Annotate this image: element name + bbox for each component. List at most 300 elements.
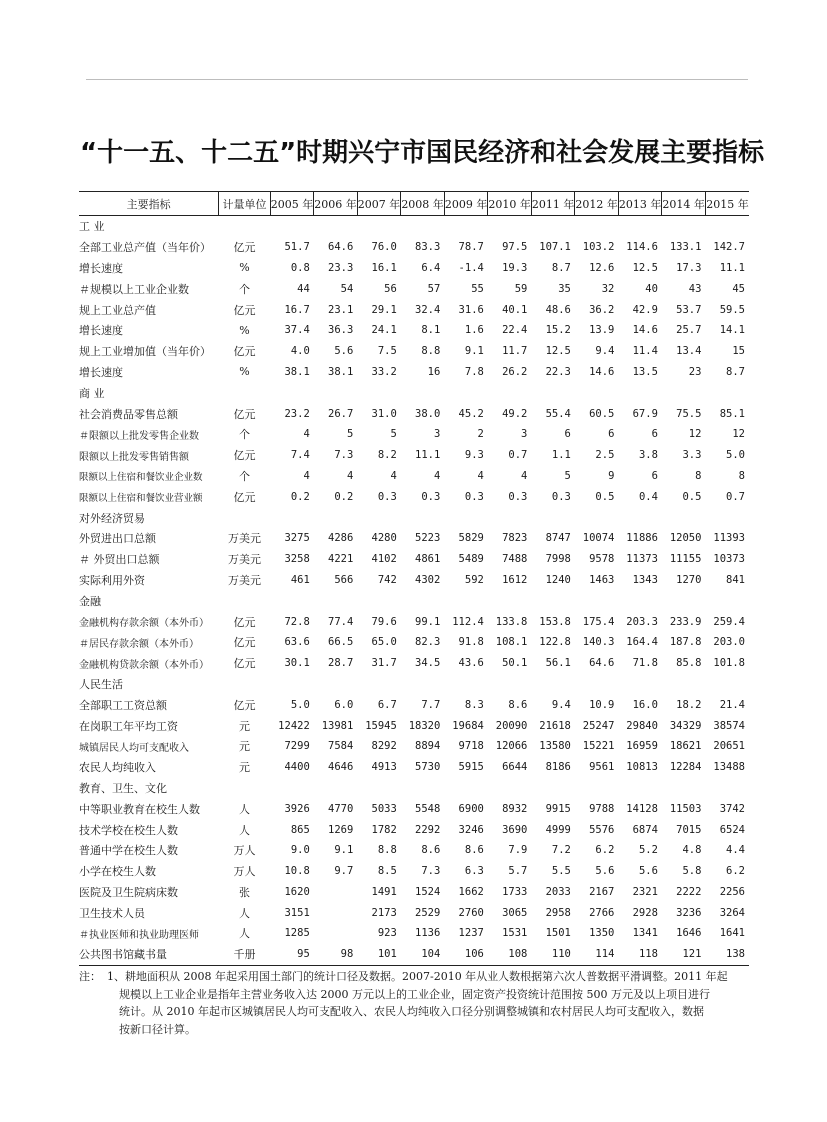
table-row: [79, 341, 749, 362]
value-cell: 48.6: [545, 303, 571, 316]
value-cell: 14.6: [632, 324, 658, 337]
value-cell: 34.5: [415, 657, 441, 670]
value-cell: 1641: [719, 927, 745, 940]
value-cell: [488, 216, 532, 237]
indicator-label: 增长速度: [79, 365, 123, 379]
value-cell: 11.7: [502, 345, 528, 358]
value-cell: 6874: [632, 823, 658, 836]
value-cell: 7.3: [334, 449, 354, 462]
footnote-line: 规模以上工业企业是指年主营业务收入达 2000 万元以上的工业企业，固定资产投资统计范围按 500 万元及以上项目进行: [119, 987, 710, 1001]
value-cell: 1136: [415, 927, 441, 940]
value-cell: 3690: [502, 823, 528, 836]
value-cell: 6.2: [595, 844, 615, 857]
value-cell: 5.0: [290, 698, 310, 711]
value-cell: 841: [726, 573, 745, 586]
value-cell: 12066: [495, 740, 528, 753]
value-cell: 114.6: [626, 241, 658, 254]
value-cell: 28.7: [328, 657, 354, 670]
value-cell: 6: [651, 469, 658, 482]
value-cell: 54: [340, 282, 354, 295]
value-cell: 76.0: [371, 241, 397, 254]
value-cell: [575, 590, 619, 611]
column-header: 2008 年: [401, 192, 445, 216]
value-cell: 5.6: [638, 865, 658, 878]
value-cell: 3: [521, 428, 528, 441]
value-cell: 1733: [502, 885, 528, 898]
value-cell: [314, 674, 358, 695]
value-cell: 140.3: [582, 636, 615, 649]
value-cell: 110: [531, 944, 575, 965]
value-cell: 5548: [415, 802, 441, 815]
value-cell: 1646: [676, 927, 702, 940]
value-cell: 8.7: [726, 365, 745, 378]
value-cell: 4: [346, 469, 354, 482]
value-cell: [575, 382, 619, 403]
indicator-label: 农民人均纯收入: [79, 761, 156, 775]
value-cell: [444, 216, 488, 237]
value-cell: 9718: [458, 740, 484, 753]
value-cell: 6900: [458, 802, 484, 815]
value-cell: 4: [390, 469, 397, 482]
value-cell: [575, 507, 619, 528]
value-cell: 8.8: [421, 345, 441, 358]
header-rule: [86, 79, 748, 80]
value-cell: 16959: [626, 740, 658, 753]
value-cell: 233.9: [669, 615, 702, 628]
value-cell: 23.2: [284, 407, 310, 420]
value-cell: 461: [290, 573, 310, 586]
unit-cell: 千册: [219, 944, 271, 965]
value-cell: 45.2: [458, 407, 484, 420]
value-cell: 31.0: [371, 407, 397, 420]
value-cell: 15: [732, 345, 745, 358]
value-cell: 7015: [676, 823, 702, 836]
value-cell: 6.2: [726, 865, 745, 878]
indicator-label: 规上工业总产值: [79, 303, 156, 317]
unit-cell: 亿元: [233, 303, 256, 317]
value-cell: 2033: [545, 885, 571, 898]
table-row: [79, 778, 749, 799]
value-cell: 1285: [284, 927, 310, 940]
indicator-label: ＃居民存款余额（本外币）: [79, 638, 199, 650]
value-cell: 2292: [415, 823, 441, 836]
value-cell: 4: [477, 469, 484, 482]
value-cell: 20651: [713, 740, 745, 753]
value-cell: [531, 590, 575, 611]
value-cell: [357, 382, 401, 403]
indicator-label: 限额以上住宿和餐饮业营业额: [79, 492, 203, 504]
value-cell: 23.3: [328, 261, 354, 274]
value-cell: [488, 590, 532, 611]
value-cell: 9.4: [595, 345, 615, 358]
unit-cell: 元: [238, 740, 250, 754]
value-cell: [488, 778, 532, 799]
value-cell: 19.3: [502, 261, 528, 274]
value-cell: 16.7: [284, 303, 310, 316]
value-cell: 82.3: [415, 636, 441, 649]
value-cell: [314, 382, 358, 403]
table-row: [79, 736, 749, 757]
value-cell: 13580: [539, 740, 571, 753]
value-cell: 4286: [328, 532, 354, 545]
table-row: [79, 237, 749, 258]
value-cell: 2529: [415, 906, 441, 919]
value-cell: 57: [427, 282, 441, 295]
value-cell: 3258: [284, 553, 310, 566]
value-cell: 153.8: [539, 615, 571, 628]
value-cell: 3275: [284, 532, 310, 545]
value-cell: 23: [688, 365, 702, 378]
value-cell: 11886: [626, 532, 658, 545]
value-cell: 1620: [284, 885, 310, 898]
table-row: [79, 466, 749, 487]
value-cell: 5829: [458, 532, 484, 545]
value-cell: 40: [645, 282, 658, 295]
value-cell: 0.3: [508, 490, 528, 503]
value-cell: 11.1: [415, 449, 441, 462]
value-cell: 3065: [502, 906, 528, 919]
indicator-label: 限额以上住宿和餐饮业企业数: [79, 471, 203, 483]
value-cell: 11373: [626, 553, 658, 566]
unit-cell: [219, 590, 271, 611]
value-cell: 8.5: [377, 865, 397, 878]
indicator-label: 教育、卫生、文化: [79, 781, 167, 795]
value-cell: [314, 216, 358, 237]
value-cell: 1237: [458, 927, 484, 940]
value-cell: [531, 382, 575, 403]
unit-cell: 万人: [233, 844, 256, 858]
unit-cell: 亿元: [233, 490, 256, 504]
value-cell: 112.4: [452, 615, 484, 628]
value-cell: 91.8: [458, 636, 484, 649]
value-cell: [488, 382, 532, 403]
value-cell: 67.9: [632, 407, 658, 420]
value-cell: 53.7: [676, 303, 702, 316]
value-cell: [705, 216, 749, 237]
value-cell: 63.6: [284, 636, 310, 649]
unit-cell: [219, 778, 271, 799]
column-header: 2006 年: [314, 192, 358, 216]
value-cell: 4302: [415, 573, 441, 586]
value-cell: 23.1: [328, 303, 354, 316]
table-row: [79, 923, 749, 944]
unit-cell: 个: [238, 282, 250, 296]
unit-cell: %: [239, 323, 250, 337]
value-cell: 6.7: [377, 698, 397, 711]
column-header: 2015 年: [705, 192, 749, 216]
value-cell: [270, 216, 314, 237]
indicator-label: 中等职业教育在校生人数: [79, 802, 200, 816]
value-cell: 99.1: [415, 615, 441, 628]
value-cell: [575, 674, 619, 695]
value-cell: 12.5: [545, 345, 571, 358]
value-cell: [314, 507, 358, 528]
value-cell: 0.3: [421, 490, 441, 503]
unit-cell: 亿元: [233, 615, 256, 629]
value-cell: 25.7: [676, 324, 702, 337]
indicator-label: 金融机构贷款余额（本外币）: [79, 659, 209, 671]
indicator-label: 卫生技术人员: [79, 906, 145, 920]
value-cell: [618, 590, 662, 611]
value-cell: 0.5: [682, 490, 702, 503]
value-cell: 38574: [713, 719, 745, 732]
value-cell: 71.8: [632, 657, 658, 670]
value-cell: 7584: [328, 740, 354, 753]
value-cell: 8186: [545, 761, 571, 774]
value-cell: 9915: [545, 802, 571, 815]
value-cell: 30.1: [284, 657, 310, 670]
value-cell: [662, 382, 706, 403]
table-row: [79, 590, 749, 611]
value-cell: [357, 590, 401, 611]
value-cell: 19684: [452, 719, 484, 732]
value-cell: 43: [688, 282, 702, 295]
value-cell: [357, 674, 401, 695]
value-cell: 1269: [328, 823, 354, 836]
value-cell: 8894: [415, 740, 441, 753]
value-cell: 2928: [632, 906, 658, 919]
value-cell: 8.6: [464, 844, 484, 857]
value-cell: 36.3: [328, 324, 354, 337]
value-cell: 2766: [589, 906, 615, 919]
value-cell: 36.2: [589, 303, 615, 316]
value-cell: 8.6: [508, 698, 528, 711]
indicator-label: ＃限额以上批发零售企业数: [79, 430, 199, 442]
value-cell: 0.7: [726, 490, 745, 503]
column-header: 2011 年: [531, 192, 575, 216]
value-cell: 5: [390, 428, 397, 441]
page-title: “十一五、十二五”时期兴宁市国民经济和社会发展主要指标: [80, 138, 765, 168]
value-cell: [357, 216, 401, 237]
table-row: [79, 632, 749, 653]
value-cell: [531, 507, 575, 528]
value-cell: 4: [303, 428, 310, 441]
value-cell: 7.8: [464, 365, 484, 378]
value-cell: 2222: [676, 885, 702, 898]
value-cell: 33.2: [371, 365, 397, 378]
unit-cell: 万美元: [227, 553, 261, 567]
table-body: [79, 216, 749, 966]
value-cell: 1.1: [551, 449, 571, 462]
table-row: [79, 362, 749, 383]
value-cell: 7.7: [421, 698, 441, 711]
value-cell: 6: [564, 428, 571, 441]
value-cell: 0.8: [290, 261, 310, 274]
value-cell: [531, 778, 575, 799]
value-cell: 2173: [371, 906, 397, 919]
value-cell: 1350: [589, 927, 615, 940]
value-cell: 11393: [713, 532, 745, 545]
value-cell: 7299: [284, 740, 310, 753]
value-cell: 1270: [676, 573, 702, 586]
value-cell: 8.1: [421, 324, 441, 337]
value-cell: 9.1: [334, 844, 354, 857]
value-cell: [401, 590, 445, 611]
indicator-label: 商 业: [79, 386, 105, 400]
value-cell: 5.6: [595, 865, 615, 878]
value-cell: 3742: [719, 802, 745, 815]
value-cell: 6.3: [464, 865, 484, 878]
value-cell: 865: [290, 823, 310, 836]
value-cell: 138: [705, 944, 749, 965]
value-cell: 259.4: [713, 615, 745, 628]
value-cell: 3: [434, 428, 441, 441]
table-row: [79, 861, 749, 882]
indicator-label: ＃执业医师和执业助理医师: [79, 929, 199, 941]
value-cell: 175.4: [582, 615, 615, 628]
value-cell: 22.3: [545, 365, 571, 378]
value-cell: 5.6: [334, 345, 354, 358]
value-cell: 15221: [582, 740, 615, 753]
value-cell: 4221: [328, 553, 354, 566]
value-cell: 104: [401, 944, 445, 965]
value-cell: 101.8: [713, 657, 745, 670]
footnote-line: 按新口径计算。: [119, 1022, 196, 1036]
value-cell: 9578: [589, 553, 615, 566]
value-cell: 9561: [589, 761, 615, 774]
value-cell: 40.1: [502, 303, 528, 316]
indicator-label: 金融: [79, 594, 101, 608]
value-cell: 18.2: [676, 698, 702, 711]
table-row: [79, 757, 749, 778]
value-cell: 5915: [458, 761, 484, 774]
value-cell: 16: [427, 365, 441, 378]
value-cell: 45: [732, 282, 745, 295]
value-cell: [705, 674, 749, 695]
value-cell: 44: [297, 282, 310, 295]
value-cell: 1491: [371, 885, 397, 898]
unit-cell: [219, 382, 271, 403]
value-cell: 10074: [582, 532, 615, 545]
value-cell: 0.2: [334, 490, 354, 503]
value-cell: [662, 778, 706, 799]
table-row: [79, 694, 749, 715]
value-cell: 4646: [328, 761, 354, 774]
indicator-label: 限额以上批发零售销售额: [79, 451, 189, 463]
value-cell: 75.5: [676, 407, 702, 420]
unit-cell: 亿元: [233, 657, 256, 671]
value-cell: 65.0: [371, 636, 397, 649]
unit-cell: 人: [238, 802, 250, 816]
value-cell: 4: [521, 469, 528, 482]
value-cell: 1.6: [464, 324, 484, 337]
value-cell: 1612: [502, 573, 528, 586]
footnote-line: 1、耕地面积从 2008 年起采用国土部门的统计口径及数据。2007-2010 年从业人数根据第六次人普数据平滑调整。2011 年起: [107, 970, 728, 983]
value-cell: [314, 590, 358, 611]
value-cell: 8: [738, 469, 745, 482]
value-cell: 10.8: [284, 865, 310, 878]
value-cell: 7.2: [551, 844, 571, 857]
value-cell: 7.5: [377, 345, 397, 358]
value-cell: 15.2: [545, 324, 571, 337]
value-cell: 8: [695, 469, 702, 482]
value-cell: 55: [471, 282, 484, 295]
value-cell: [444, 674, 488, 695]
value-cell: 5: [346, 428, 354, 441]
table-row: [79, 715, 749, 736]
table-row: [79, 819, 749, 840]
value-cell: 4861: [415, 553, 441, 566]
value-cell: 64.6: [589, 657, 615, 670]
value-cell: [444, 590, 488, 611]
value-cell: 13488: [713, 761, 745, 774]
value-cell: 43.6: [458, 657, 484, 670]
table-row: [79, 320, 749, 341]
value-cell: 38.1: [284, 365, 310, 378]
table-row: [79, 611, 749, 632]
value-cell: 18621: [669, 740, 702, 753]
value-cell: 8.3: [464, 698, 484, 711]
value-cell: 12.5: [632, 261, 658, 274]
indicator-label: 医院及卫生院病床数: [79, 885, 178, 899]
indicator-label: 社会消费品零售总额: [79, 407, 178, 421]
value-cell: 8.2: [377, 449, 397, 462]
value-cell: [618, 674, 662, 695]
indicator-label: 城镇居民人均可支配收入: [79, 742, 189, 754]
value-cell: [488, 507, 532, 528]
value-cell: 5489: [458, 553, 484, 566]
value-cell: 60.5: [589, 407, 615, 420]
indicator-label: 技术学校在校生人数: [79, 823, 178, 837]
value-cell: [357, 778, 401, 799]
indicator-label: 全部职工工资总额: [79, 698, 167, 712]
value-cell: 5.2: [638, 844, 658, 857]
value-cell: 8.7: [551, 261, 571, 274]
value-cell: 14.6: [589, 365, 615, 378]
value-cell: 121: [662, 944, 706, 965]
indicator-label: 在岗职工年平均工资: [79, 719, 178, 733]
value-cell: 9: [608, 469, 615, 482]
value-cell: 37.4: [284, 324, 310, 337]
indicator-label: 人民生活: [79, 677, 123, 691]
value-cell: 9.4: [551, 698, 571, 711]
value-cell: [270, 382, 314, 403]
unit-cell: 亿元: [233, 449, 256, 463]
value-cell: [270, 674, 314, 695]
value-cell: 32.4: [415, 303, 441, 316]
value-cell: 11.1: [719, 261, 745, 274]
value-cell: 7.4: [290, 449, 310, 462]
column-header: 主要指标: [79, 192, 219, 216]
unit-cell: 个: [238, 469, 250, 483]
value-cell: 1531: [502, 927, 528, 940]
value-cell: 1662: [458, 885, 484, 898]
value-cell: [270, 590, 314, 611]
value-cell: 9.1: [464, 345, 484, 358]
value-cell: 12050: [669, 532, 702, 545]
indicator-label: 金融机构存款余额（本外币）: [79, 618, 209, 630]
value-cell: 11.4: [632, 345, 658, 358]
value-cell: 66.5: [328, 636, 354, 649]
value-cell: [444, 382, 488, 403]
table-row: [79, 216, 749, 237]
value-cell: [401, 778, 445, 799]
value-cell: 56: [384, 282, 397, 295]
value-cell: 7998: [545, 553, 571, 566]
value-cell: 20090: [495, 719, 528, 732]
value-cell: 5.5: [551, 865, 571, 878]
indicator-label: 增长速度: [79, 261, 123, 275]
value-cell: 203.0: [713, 636, 745, 649]
value-cell: 3246: [458, 823, 484, 836]
table-row: [79, 674, 749, 695]
value-cell: 5.8: [682, 865, 702, 878]
value-cell: 0.2: [290, 490, 310, 503]
value-cell: [314, 923, 358, 944]
value-cell: 26.7: [328, 407, 354, 420]
unit-cell: 亿元: [233, 698, 256, 712]
value-cell: 50.1: [502, 657, 528, 670]
